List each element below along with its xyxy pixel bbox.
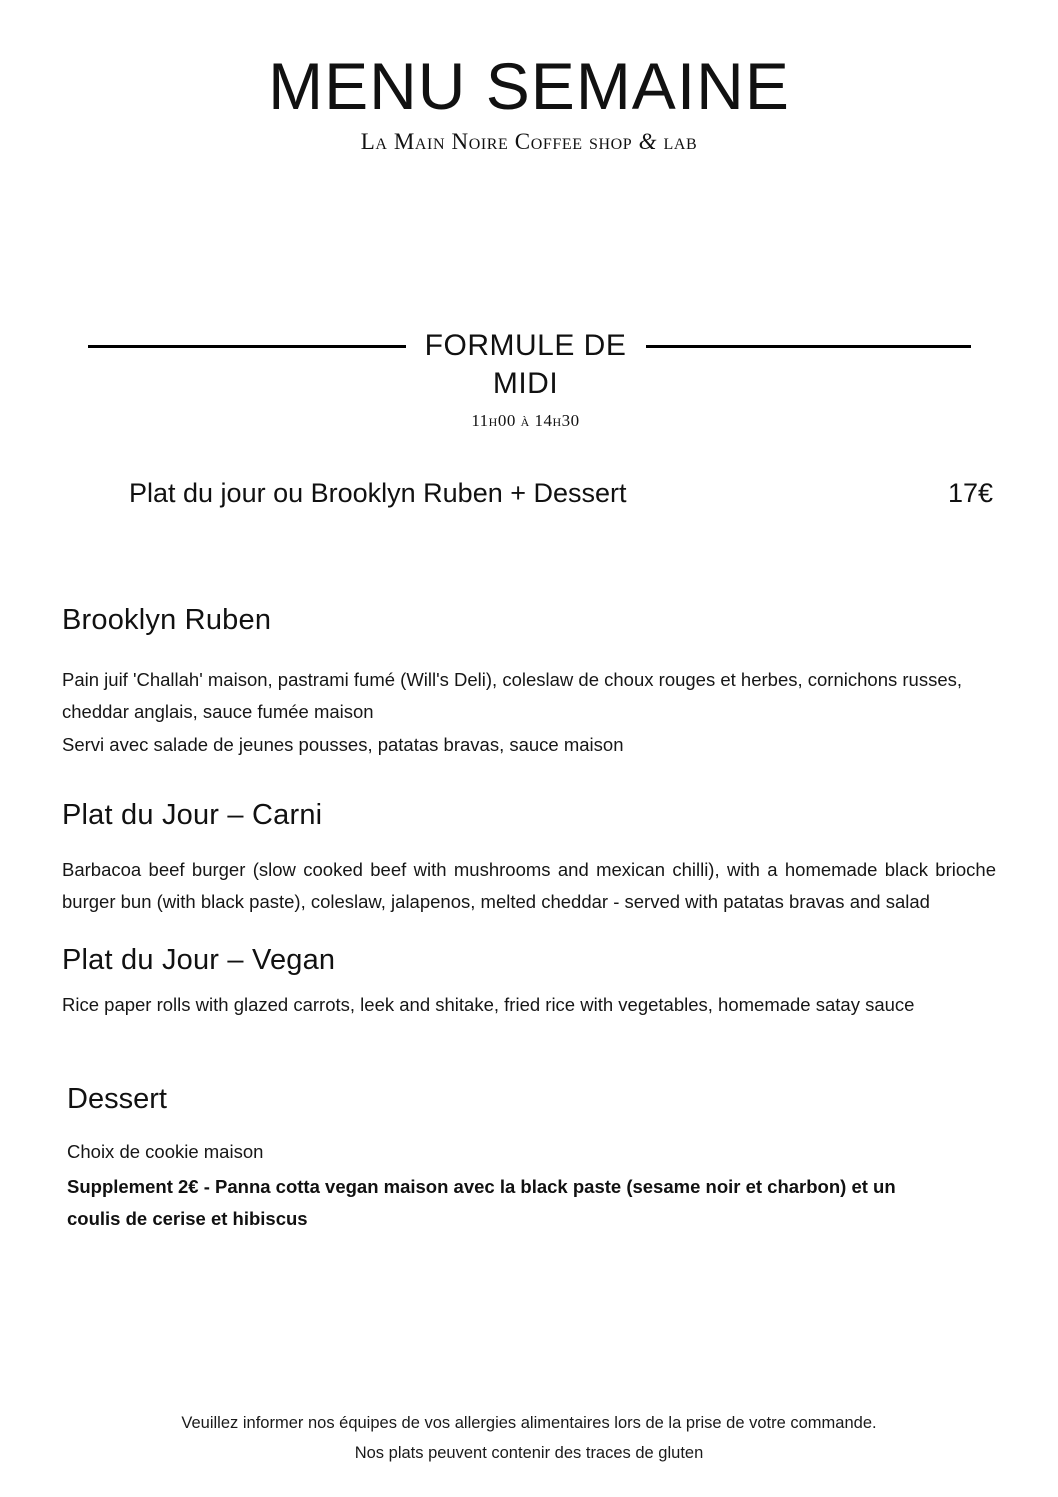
ampersand-glyph: & [638,129,658,155]
dessert-choice: Choix de cookie maison [67,1141,264,1163]
brand-prefix: La Main Noire Coffee shop [360,129,639,155]
item-description-line-2: Servi avec salade de jeunes pousses, patatas bravas, sauce maison [62,733,624,755]
item-description-line-1: Pain juif 'Challah' maison, pastrami fumé (Will's Deli), coleslaw de choux rouges et herbes, cornichons russes, cheddar anglais, sauce fumée maison [62,669,963,723]
dessert-supplement: Supplement 2€ - Panna cotta vegan maison avec la black paste (sesame noir et charbon) et un coulis de cerise et hibiscus [67,1175,896,1229]
dessert-title: Dessert [67,1083,167,1116]
brand-subtitle [0,129,1058,155]
gluten-notice: Nos plats peuvent contenir des traces de gluten [354,1444,704,1463]
formule-section-header [0,327,1058,431]
menu-footer [0,1408,1058,1469]
section-title: FORMULE DE MIDI [424,329,627,400]
allergy-notice: Veuillez informer nos équipes de vos allergies alimentaires lors de la prise de votre commande. [181,1413,877,1432]
item-title: Brooklyn Ruben [62,604,272,637]
menu-item-brooklyn-ruben [62,604,996,761]
item-description: Rice paper rolls with glazed carrots, leek and shitake, fried rice with vegetables, homemade satay sauce [62,994,915,1016]
formula-label: Plat du jour ou Brooklyn Ruben + Dessert [129,478,627,509]
formula-row [0,478,1058,509]
page-title: MENU SEMAINE [268,49,790,123]
item-title: Plat du Jour – Vegan [62,944,336,977]
divider-right [646,345,971,348]
menu-item-plat-du-jour-carni [62,799,996,918]
section-hours: 11h00 à 14h30 [471,411,580,431]
item-description: Barbacoa beef burger (slow cooked beef with mushrooms and mexican chilli), with a homemade black brioche burger bun (with black paste), coleslaw, jalapenos, melted cheddar - served with patatas bravas and salad [62,858,996,913]
menu-header [0,0,1058,155]
formula-price: 17€ [947,478,993,509]
menu-item-plat-du-jour-vegan [62,944,996,1021]
brand-suffix: lab [657,129,698,155]
section-head-text [406,327,646,431]
divider-left [88,345,406,348]
dessert-section [62,1083,996,1235]
item-description [62,664,996,761]
item-title: Plat du Jour – Carni [62,798,323,831]
menu-content [0,604,1058,1235]
